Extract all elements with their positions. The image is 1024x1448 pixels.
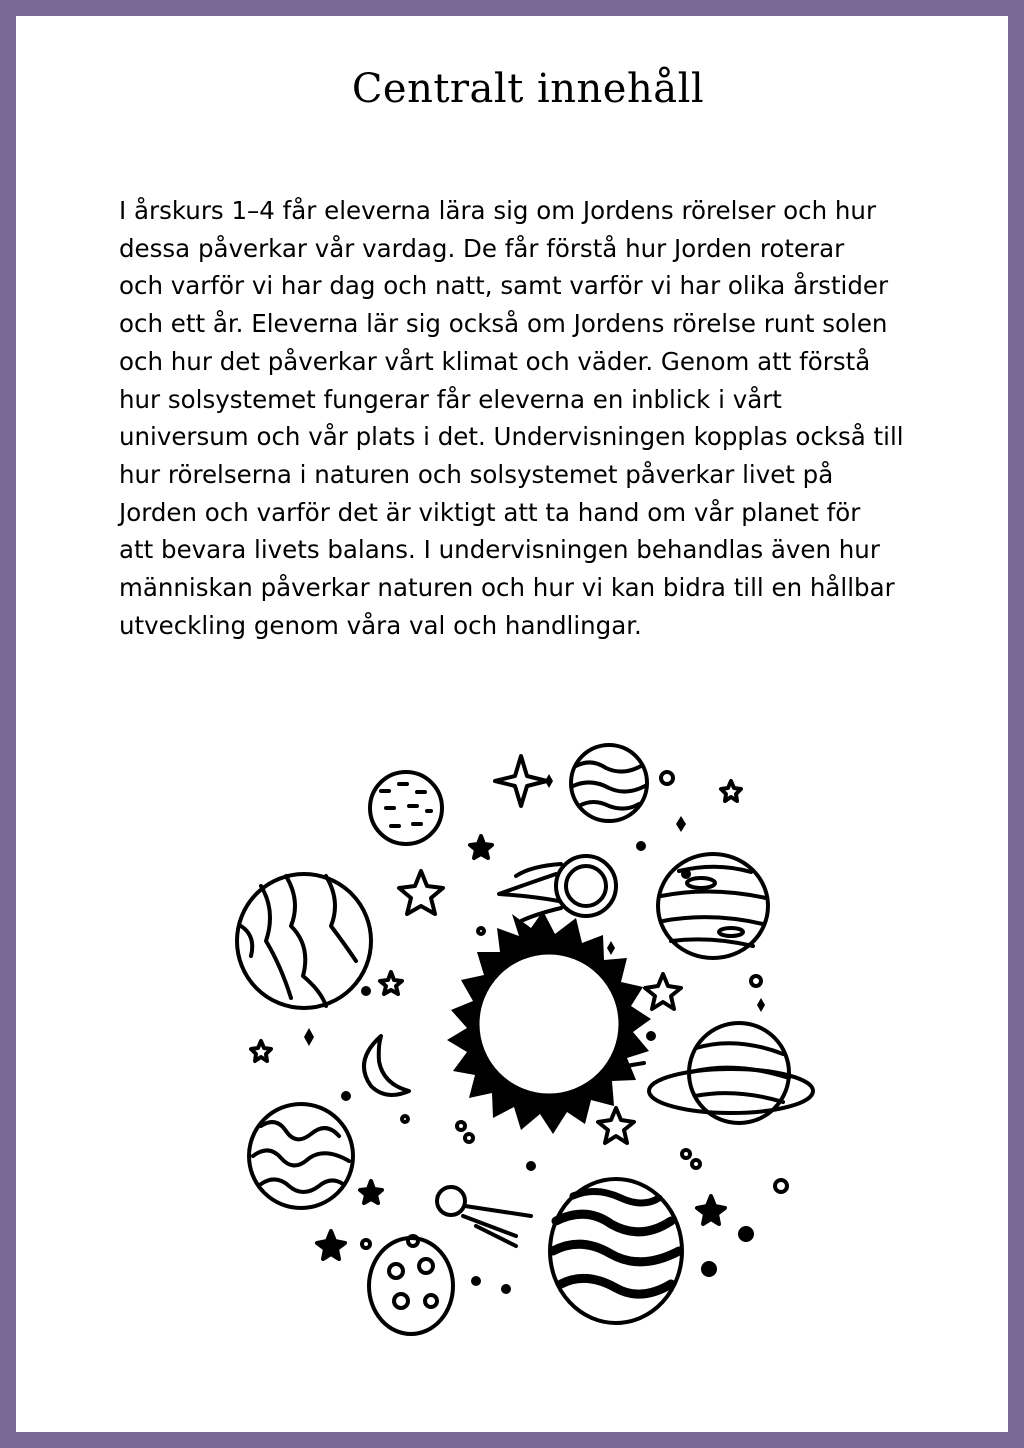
- body-paragraph: [119, 192, 949, 644]
- body-line: att bevara livets balans. I undervisningen behandlas även hur: [119, 535, 880, 565]
- solar-system-doodle-icon: [231, 736, 831, 1336]
- body-line: och varför vi har dag och natt, samt varför vi har olika årstider: [119, 271, 889, 301]
- moon-icon: [364, 1036, 409, 1095]
- page-title: Centralt innehåll: [351, 66, 705, 112]
- body-line: universum och vår plats i det. Undervisningen kopplas också till: [119, 422, 904, 452]
- body-line: människan påverkar naturen och hur vi kan bidra till en hållbar: [119, 573, 895, 603]
- zebra-planet-icon: [550, 1179, 682, 1323]
- body-line: Jorden och varför det är viktigt att ta hand om vår planet för: [119, 497, 861, 527]
- banded-planet-icon: [658, 854, 768, 958]
- wavy-planet-icon: [249, 1104, 353, 1208]
- ringed-planet-icon: [649, 1023, 813, 1123]
- sun-icon: [447, 911, 651, 1134]
- body-line: dessa påverkar vår vardag. De får förstå hur Jorden roterar: [119, 233, 845, 263]
- comet-icon: [499, 856, 616, 921]
- striped-planet-icon: [571, 745, 647, 821]
- spotted-planet-icon: [369, 1236, 453, 1334]
- body-line: hur solsystemet fungerar får eleverna en inblick i vårt: [119, 384, 782, 414]
- body-line: hur rörelserna i naturen och solsystemet påverkar livet på: [119, 459, 834, 489]
- body-line: utveckling genom våra val och handlingar.: [119, 610, 642, 640]
- earth-planet-icon: [237, 874, 371, 1008]
- body-line: och ett år. Eleverna lär sig också om Jordens rörelse runt solen: [119, 309, 888, 339]
- dotted-planet-icon: [370, 772, 442, 844]
- body-line: I årskurs 1–4 får eleverna lära sig om Jordens rörelser och hur: [119, 196, 877, 225]
- body-line: och hur det påverkar vårt klimat och väder. Genom att förstå: [119, 346, 871, 376]
